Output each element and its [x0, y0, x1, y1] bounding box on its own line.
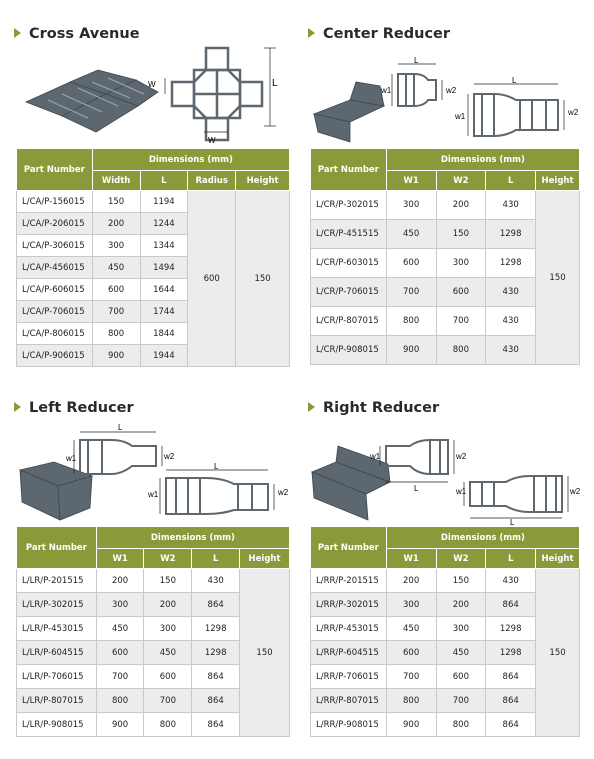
- triangle-bullet-icon: [308, 402, 315, 412]
- header-part-number: Part Number: [17, 149, 93, 191]
- cell-part: L/CA/P-906015: [17, 345, 93, 367]
- cell-w2: 200: [436, 593, 486, 617]
- table-row: [17, 569, 290, 593]
- cell-width: 600: [92, 279, 140, 301]
- cell-w2: 300: [436, 617, 486, 641]
- header-dimensions: Dimensions (mm): [386, 149, 579, 171]
- cell-l: 864: [192, 713, 240, 737]
- dim-label-l: L: [118, 423, 123, 432]
- header-part-number: Part Number: [17, 527, 97, 569]
- cell-w2: 800: [144, 713, 192, 737]
- cell-l: 1298: [486, 617, 536, 641]
- cell-part: L/LR/P-201515: [17, 569, 97, 593]
- cross-avenue-illustration: [18, 44, 298, 144]
- center-reducer-title: [308, 26, 450, 42]
- dim-label-l-large: L: [510, 518, 515, 527]
- cell-w1: 600: [96, 641, 144, 665]
- header-dimensions: Dimensions (mm): [96, 527, 289, 549]
- cell-width: 900: [92, 345, 140, 367]
- header-l: L: [192, 549, 240, 569]
- cell-l: 864: [192, 593, 240, 617]
- cell-w2: 150: [144, 569, 192, 593]
- header-l: L: [140, 171, 188, 191]
- dim-label-w1-large: w1: [456, 487, 467, 496]
- cell-part: L/CA/P-456015: [17, 257, 93, 279]
- dim-label-w2-large: w2: [278, 488, 289, 497]
- left-reducer-title: [14, 400, 134, 416]
- cell-w1: 450: [386, 220, 436, 249]
- cell-w1: 300: [96, 593, 144, 617]
- cell-part: L/RR/P-201515: [311, 569, 387, 593]
- header-part-number: Part Number: [311, 149, 387, 191]
- cell-w1: 800: [386, 307, 436, 336]
- cell-w1: 300: [386, 191, 436, 220]
- cell-w1: 900: [386, 336, 436, 365]
- header-l: L: [486, 171, 536, 191]
- cell-width: 300: [92, 235, 140, 257]
- cell-w2: 150: [436, 569, 486, 593]
- cell-w1: 900: [386, 713, 436, 737]
- cell-w1: 800: [386, 689, 436, 713]
- cell-part: L/CA/P-306015: [17, 235, 93, 257]
- cell-l: 1844: [140, 323, 188, 345]
- header-l: L: [486, 549, 536, 569]
- dim-label-l: L: [272, 78, 278, 89]
- cell-width: 450: [92, 257, 140, 279]
- cell-w2: 800: [436, 713, 486, 737]
- header-w1: W1: [386, 549, 436, 569]
- dim-label-w2: w2: [164, 452, 175, 461]
- right-reducer-table: [310, 526, 580, 737]
- left-reducer-table: [16, 526, 290, 737]
- cell-l: 1244: [140, 213, 188, 235]
- cell-l: 1298: [486, 249, 536, 278]
- center-reducer-illustration: [310, 56, 582, 146]
- dim-label-w-bottom: W: [208, 136, 216, 145]
- cell-l: 430: [486, 336, 536, 365]
- cell-part: L/CR/P-706015: [311, 278, 387, 307]
- dim-label-w2: w2: [446, 86, 457, 95]
- cell-part: L/RR/P-302015: [311, 593, 387, 617]
- cell-w2: 450: [144, 641, 192, 665]
- right-reducer-title-text: Right Reducer: [323, 400, 440, 416]
- dim-label-w2-large: w2: [568, 108, 579, 117]
- cell-part: L/LR/P-453015: [17, 617, 97, 641]
- dim-label-l-large: L: [214, 462, 219, 471]
- dim-label-w1: w1: [66, 454, 77, 463]
- dim-label-w: W: [148, 80, 156, 89]
- cell-w2: 450: [436, 641, 486, 665]
- cell-w2: 600: [436, 278, 486, 307]
- cell-height: 150: [536, 569, 580, 737]
- cell-part: L/LR/P-706015: [17, 665, 97, 689]
- dim-label-w1-large: w1: [148, 490, 159, 499]
- cell-w1: 700: [386, 278, 436, 307]
- cell-part: L/CA/P-706015: [17, 301, 93, 323]
- cell-w2: 700: [436, 307, 486, 336]
- triangle-bullet-icon: [14, 402, 21, 412]
- cell-width: 800: [92, 323, 140, 345]
- left-reducer-title-text: Left Reducer: [29, 400, 134, 416]
- dim-label-w1: w1: [381, 86, 392, 95]
- cell-width: 200: [92, 213, 140, 235]
- cell-part: L/CA/P-806015: [17, 323, 93, 345]
- header-height: Height: [240, 549, 290, 569]
- cell-l: 430: [486, 307, 536, 336]
- cell-w2: 600: [436, 665, 486, 689]
- cell-l: 1344: [140, 235, 188, 257]
- cell-l: 430: [486, 278, 536, 307]
- header-dimensions: Dimensions (mm): [92, 149, 289, 171]
- header-radius: Radius: [188, 171, 236, 191]
- cell-part: L/LR/P-908015: [17, 713, 97, 737]
- cell-w2: 800: [436, 336, 486, 365]
- cell-l: 1744: [140, 301, 188, 323]
- cell-l: 430: [486, 191, 536, 220]
- cell-part: L/CR/P-302015: [311, 191, 387, 220]
- cell-w2: 300: [436, 249, 486, 278]
- header-width: Width: [92, 171, 140, 191]
- cross-avenue-title: [14, 26, 140, 42]
- cell-w2: 300: [144, 617, 192, 641]
- triangle-bullet-icon: [308, 28, 315, 38]
- header-height: Height: [536, 549, 580, 569]
- cross-avenue-table: [16, 148, 290, 367]
- dim-label-w1: w1: [370, 452, 381, 461]
- cell-w2: 150: [436, 220, 486, 249]
- cell-w1: 900: [96, 713, 144, 737]
- right-reducer-title: [308, 400, 439, 416]
- cell-w2: 700: [144, 689, 192, 713]
- cell-radius: 600: [188, 191, 236, 367]
- cell-l: 864: [192, 689, 240, 713]
- cell-l: 1194: [140, 191, 188, 213]
- header-w2: W2: [144, 549, 192, 569]
- cell-w1: 600: [386, 641, 436, 665]
- cell-part: L/CR/P-603015: [311, 249, 387, 278]
- cell-w1: 450: [386, 617, 436, 641]
- cell-l: 1494: [140, 257, 188, 279]
- cross-avenue-title-text: Cross Avenue: [29, 26, 140, 42]
- dim-label-w2: w2: [456, 452, 467, 461]
- cell-l: 864: [486, 665, 536, 689]
- right-reducer-illustration: [310, 424, 584, 524]
- dim-label-l: L: [414, 484, 419, 493]
- dim-label-w2-large: w2: [570, 487, 581, 496]
- cell-w1: 200: [96, 569, 144, 593]
- cell-part: L/LR/P-807015: [17, 689, 97, 713]
- center-reducer-table: [310, 148, 580, 365]
- cell-l: 430: [486, 569, 536, 593]
- cell-w1: 700: [386, 665, 436, 689]
- cell-height: 150: [240, 569, 290, 737]
- cell-width: 150: [92, 191, 140, 213]
- cell-part: L/CR/P-807015: [311, 307, 387, 336]
- header-part-number: Part Number: [311, 527, 387, 569]
- cell-part: L/CR/P-908015: [311, 336, 387, 365]
- center-reducer-title-text: Center Reducer: [323, 26, 451, 42]
- cell-l: 1298: [192, 641, 240, 665]
- dim-label-l: L: [414, 56, 419, 65]
- table-row: [311, 191, 580, 220]
- triangle-bullet-icon: [14, 28, 21, 38]
- cell-w1: 450: [96, 617, 144, 641]
- header-w2: W2: [436, 549, 486, 569]
- cell-w2: 200: [144, 593, 192, 617]
- header-dimensions: Dimensions (mm): [386, 527, 579, 549]
- cell-part: L/RR/P-706015: [311, 665, 387, 689]
- header-w2: W2: [436, 171, 486, 191]
- cell-l: 864: [192, 665, 240, 689]
- cell-l: 1944: [140, 345, 188, 367]
- cell-part: L/CR/P-451515: [311, 220, 387, 249]
- left-reducer-illustration: [16, 424, 294, 524]
- cell-l: 864: [486, 689, 536, 713]
- dim-label-w1-large: w1: [455, 112, 466, 121]
- cell-w1: 600: [386, 249, 436, 278]
- cell-w1: 300: [386, 593, 436, 617]
- cell-l: 430: [192, 569, 240, 593]
- cell-part: L/RR/P-453015: [311, 617, 387, 641]
- cell-l: 1644: [140, 279, 188, 301]
- cell-w1: 200: [386, 569, 436, 593]
- header-w1: W1: [96, 549, 144, 569]
- cell-w2: 700: [436, 689, 486, 713]
- cell-width: 700: [92, 301, 140, 323]
- cell-part: L/CA/P-206015: [17, 213, 93, 235]
- cell-part: L/LR/P-604515: [17, 641, 97, 665]
- cell-part: L/CA/P-156015: [17, 191, 93, 213]
- header-height: Height: [236, 171, 290, 191]
- cell-w2: 600: [144, 665, 192, 689]
- cell-w1: 700: [96, 665, 144, 689]
- cell-part: L/RR/P-807015: [311, 689, 387, 713]
- cell-l: 1298: [192, 617, 240, 641]
- cell-part: L/RR/P-604515: [311, 641, 387, 665]
- cell-l: 1298: [486, 641, 536, 665]
- cell-l: 864: [486, 713, 536, 737]
- cell-height: 150: [236, 191, 290, 367]
- header-height: Height: [536, 171, 580, 191]
- cell-l: 864: [486, 593, 536, 617]
- table-row: [17, 191, 290, 213]
- cell-w1: 800: [96, 689, 144, 713]
- cell-w2: 200: [436, 191, 486, 220]
- dim-label-l-large: L: [512, 76, 517, 85]
- table-row: [311, 569, 580, 593]
- cell-part: L/RR/P-908015: [311, 713, 387, 737]
- cell-height: 150: [536, 191, 580, 365]
- header-w1: W1: [386, 171, 436, 191]
- cell-part: L/LR/P-302015: [17, 593, 97, 617]
- cell-part: L/CA/P-606015: [17, 279, 93, 301]
- cell-l: 1298: [486, 220, 536, 249]
